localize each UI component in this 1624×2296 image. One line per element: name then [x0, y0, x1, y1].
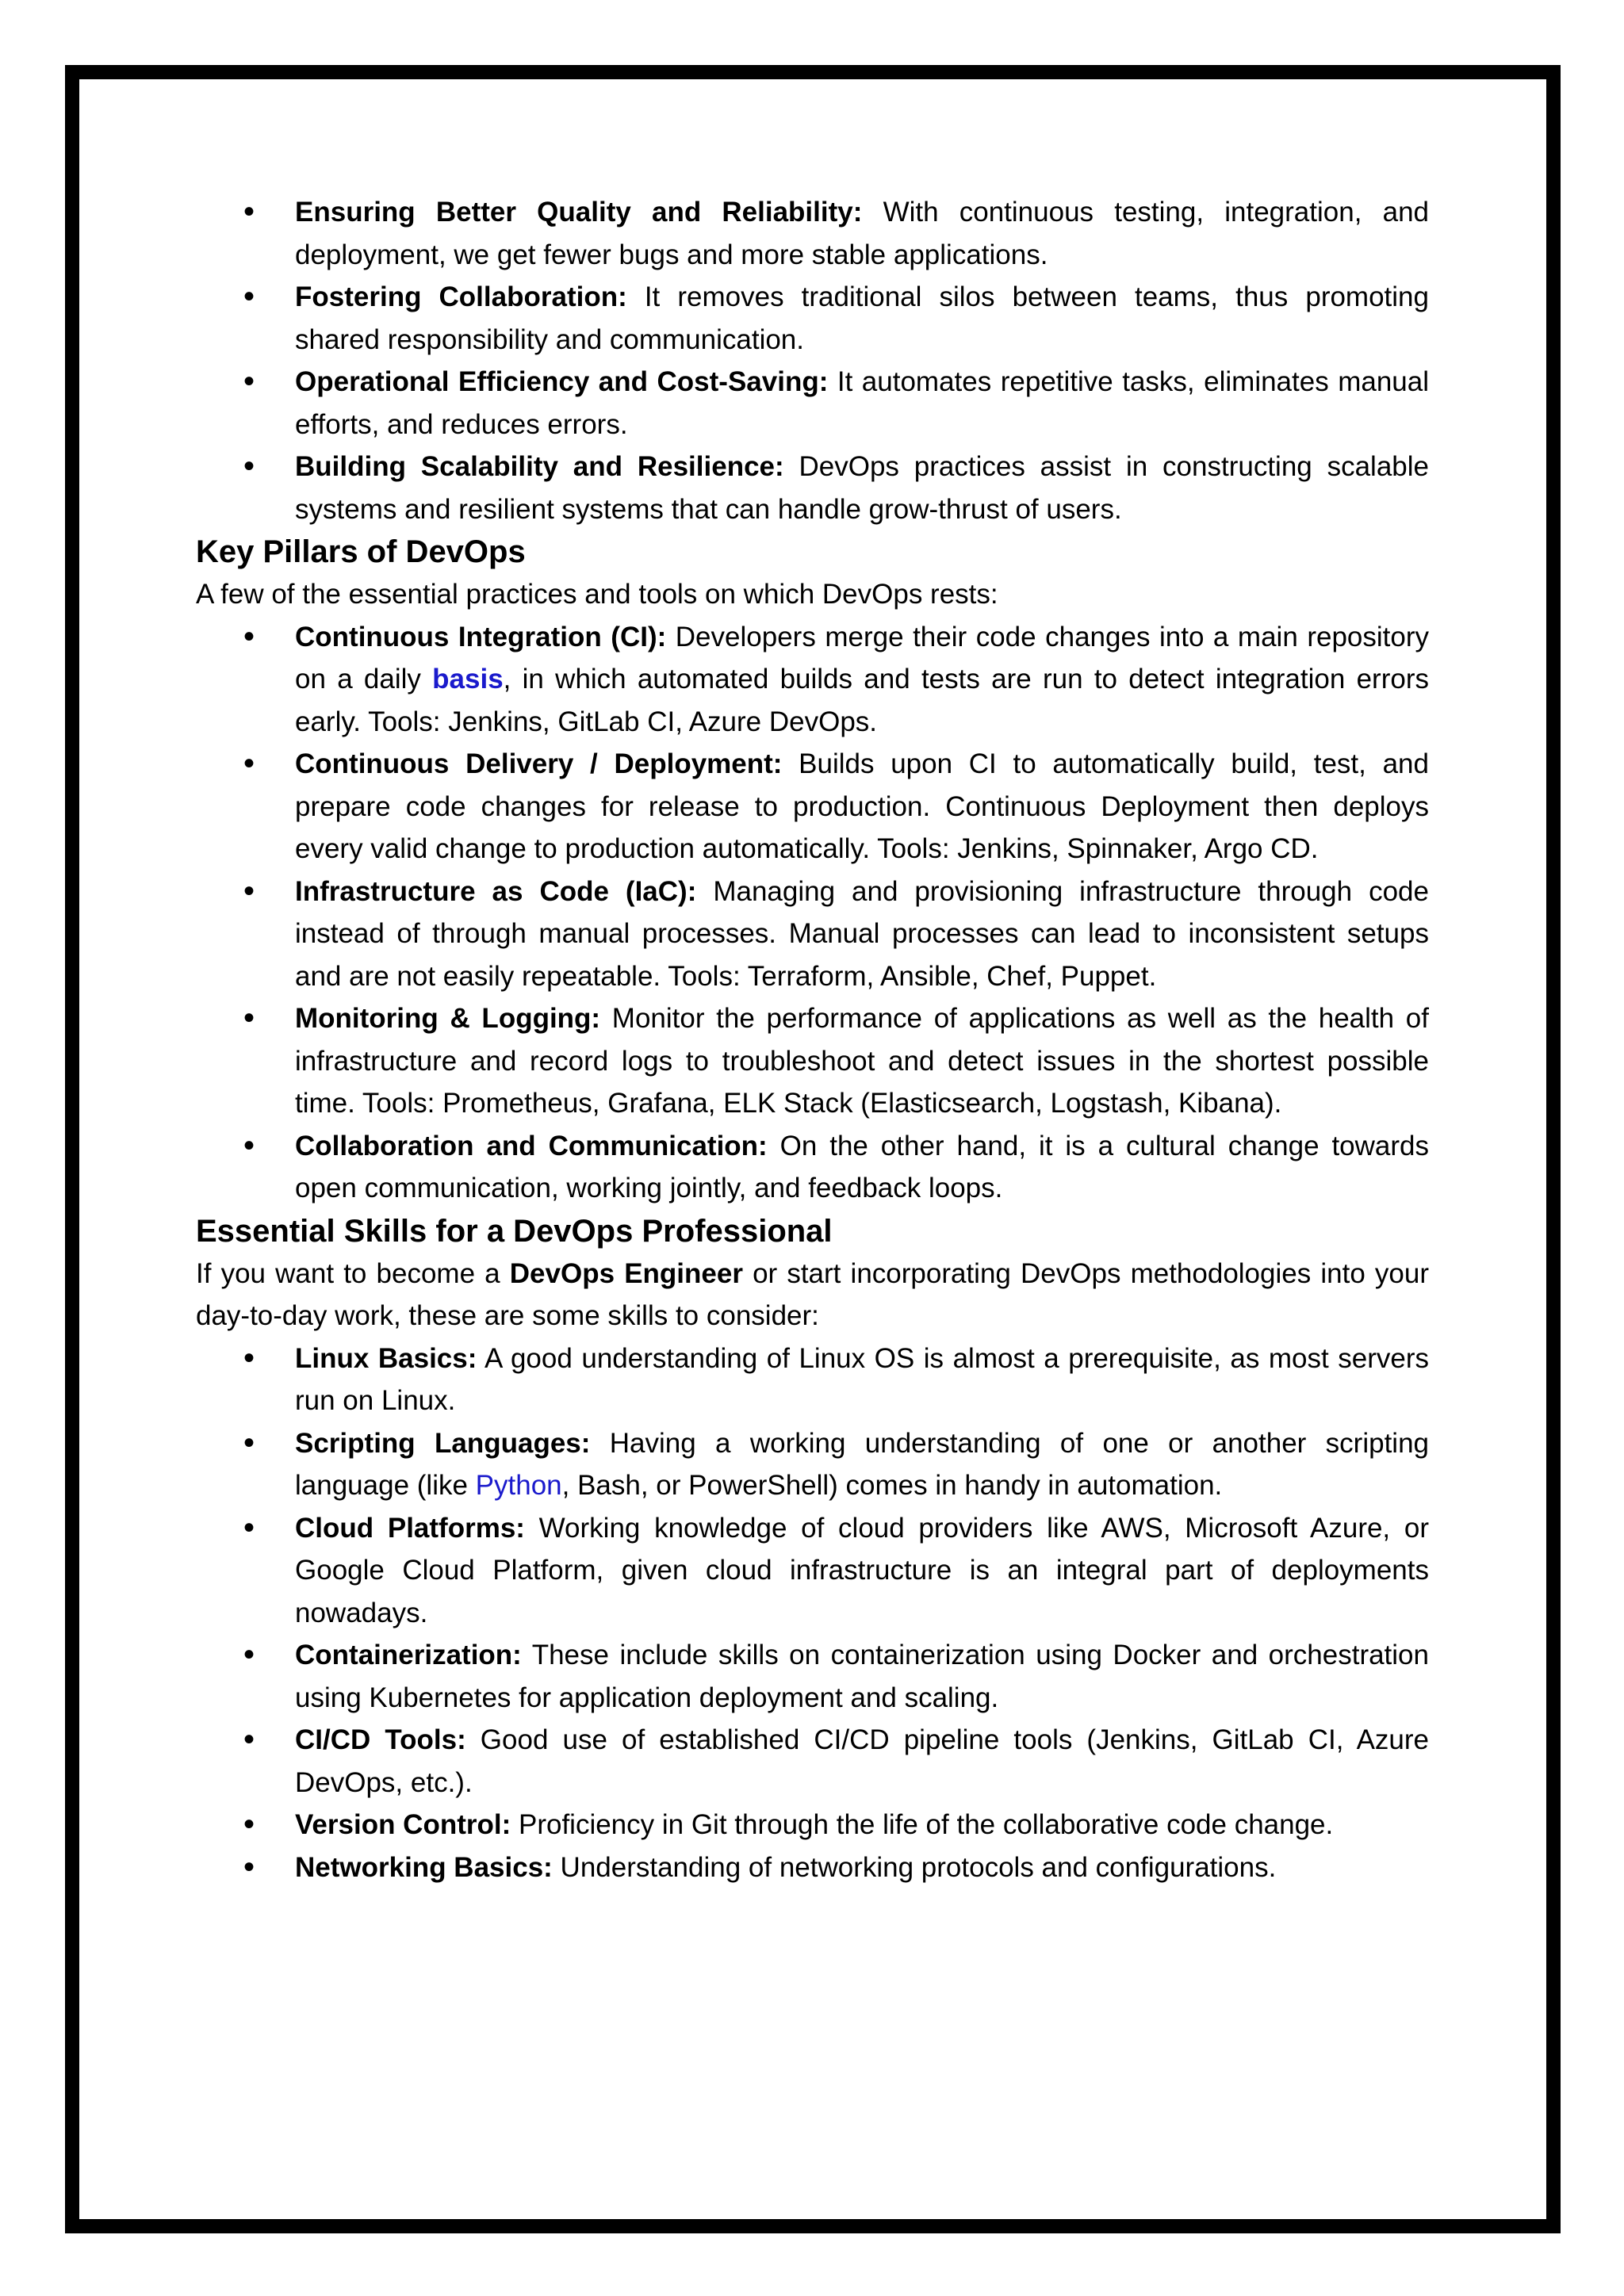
item-text: Proficiency in Git through the life of the collaborative code change.	[511, 1809, 1334, 1840]
item-label: Version Control:	[295, 1809, 511, 1840]
item-label: Continuous Integration (CI):	[295, 621, 667, 652]
item-text: A good understanding of Linux OS is almost a prerequisite, as most servers run on Linux.	[295, 1342, 1429, 1416]
list-item	[196, 1846, 1429, 1889]
list-item	[196, 361, 1429, 446]
list-item	[196, 1507, 1429, 1635]
benefits-list	[196, 191, 1429, 530]
list-item	[196, 1422, 1429, 1507]
skills-list	[196, 1337, 1429, 1889]
item-text: , Bash, or PowerShell) comes in handy in automation.	[561, 1470, 1223, 1501]
document-body	[196, 191, 1429, 1888]
pillars-list	[196, 616, 1429, 1210]
basis-link[interactable]: basis	[432, 664, 504, 695]
item-text: Understanding of networking protocols and configurations.	[552, 1851, 1277, 1883]
item-text: , in which automated builds and tests are run to detect integration errors early. Tools: Jenkins, GitLab CI, Azure DevOps.	[295, 664, 1429, 737]
item-label: Collaboration and Communication:	[295, 1130, 768, 1161]
item-label: Linux Basics:	[295, 1342, 477, 1374]
list-item	[196, 276, 1429, 361]
list-item	[196, 871, 1429, 998]
section-heading-essential-skills: Essential Skills for a DevOps Professional	[196, 1213, 833, 1249]
list-item	[196, 1634, 1429, 1719]
item-text: Builds upon CI to automatically build, test, and prepare code changes for release to production. Continuous Deployment then deploys every valid change to production automatically. Tools: Jenkins, Spinnaker, Argo CD.	[295, 748, 1429, 864]
list-item	[196, 1804, 1429, 1846]
list-item	[196, 1337, 1429, 1422]
item-label: Cloud Platforms:	[295, 1512, 525, 1544]
section-heading-key-pillars: Key Pillars of DevOps	[196, 534, 526, 569]
skills-intro	[196, 1253, 1429, 1337]
item-text: Developers merge their code changes into a main repository on a daily	[295, 621, 1429, 695]
item-text: Monitor the performance of applications as well as the health of infrastructure and record logs to troubleshoot and detect issues in the shortest possible time. Tools: Prometheus, Grafana, ELK Stack (Elasticsearch, Logstash, Kibana).	[295, 1003, 1429, 1119]
intro-text: If you want to become a	[196, 1257, 510, 1289]
item-label: Infrastructure as Code (IaC):	[295, 875, 697, 907]
item-label: CI/CD Tools:	[295, 1724, 466, 1755]
item-text: It automates repetitive tasks, eliminates manual efforts, and reduces errors.	[295, 366, 1429, 440]
item-label: Containerization:	[295, 1640, 522, 1670]
item-text: Working knowledge of cloud providers like AWS, Microsoft Azure, or Google Cloud Platform, given cloud infrastructure is an integral part of deployments nowadays.	[295, 1512, 1429, 1628]
list-item	[196, 1719, 1429, 1804]
devops-engineer-term: DevOps Engineer	[509, 1257, 743, 1289]
list-item	[196, 743, 1429, 871]
item-text: With continuous testing, integration, and deployment, we get fewer bugs and more stable applications.	[295, 197, 1429, 270]
item-label: Continuous Delivery / Deployment:	[295, 748, 783, 779]
list-item	[196, 997, 1429, 1125]
list-item	[196, 191, 1429, 276]
item-label: Networking Basics:	[295, 1851, 553, 1883]
item-label: Ensuring Better Quality and Reliability:	[295, 197, 863, 228]
item-text: Having a working understanding of one or another scripting language (like	[295, 1427, 1429, 1501]
intro-text: or start incorporating DevOps methodologies into your day-to-day work, these are some skills to consider:	[196, 1257, 1430, 1331]
list-item	[196, 1125, 1429, 1210]
list-item	[196, 616, 1429, 744]
item-label: Monitoring & Logging:	[295, 1003, 601, 1034]
item-text: On the other hand, it is a cultural change towards open communication, working jointly, and feedback loops.	[295, 1130, 1429, 1203]
item-label: Operational Efficiency and Cost-Saving:	[295, 366, 829, 397]
item-label: Scripting Languages:	[295, 1427, 591, 1459]
item-label: Fostering Collaboration:	[295, 281, 627, 312]
item-label: Building Scalability and Resilience:	[295, 451, 784, 482]
item-text: It removes traditional silos between teams, thus promoting shared responsibility and communication.	[295, 281, 1429, 355]
list-item	[196, 446, 1429, 530]
item-text: DevOps practices assist in constructing scalable systems and resilient systems that can handle grow-thrust of users.	[295, 451, 1429, 525]
python-link[interactable]: Python	[475, 1470, 562, 1501]
pillars-intro: A few of the essential practices and tools on which DevOps rests:	[196, 579, 998, 610]
item-text: These include skills on containerization using Docker and orchestration using Kubernetes for application deployment and scaling.	[295, 1640, 1429, 1713]
item-text: Managing and provisioning infrastructure through code instead of through manual processes. Manual processes can lead to inconsistent setups and are not easily repeatable. Tools: Terraform, Ansible, Chef, Puppet.	[295, 875, 1429, 992]
item-text: Good use of established CI/CD pipeline tools (Jenkins, GitLab CI, Azure DevOps, etc.).	[295, 1724, 1430, 1798]
